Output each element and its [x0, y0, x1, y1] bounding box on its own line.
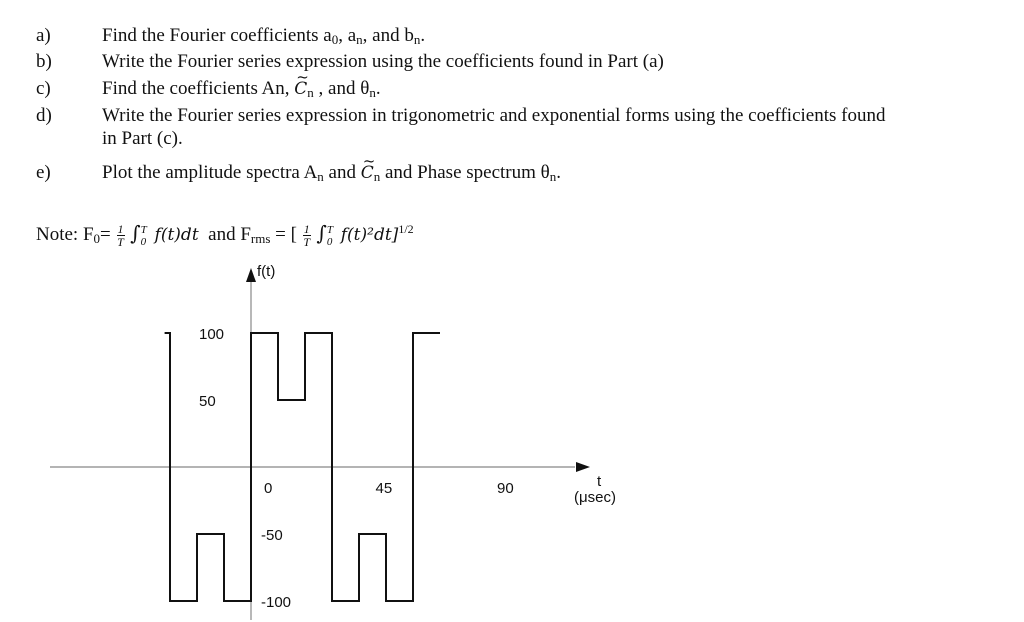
y-axis-arrow	[246, 268, 256, 282]
x-axis-arrow	[576, 462, 590, 472]
question-text: Find the coefficients An, ~ $C_n$ , and $\theta_n$.	[102, 77, 1016, 101]
x-axis-label: t	[597, 473, 602, 490]
question-text: Write the Fourier series expression using the coefficients found in Part (a)	[102, 51, 664, 72]
note-formula: Note: $F_0=$ $\frac{1}{T}$ ∫ T 0 f(t)dt and $F_{rms}$ = [ $\frac{1}{T}$ ∫ T 0 f(t)²dt]$^{1/2}$	[36, 221, 414, 250]
y-tick-label: 50	[199, 393, 216, 410]
x-tick-label: 0	[264, 480, 273, 497]
y-tick-label: -50	[261, 527, 283, 544]
x-axis-unit: (μsec)	[574, 489, 616, 506]
question-text: Write the Fourier series expression in trigonometric and exponential forms using the coefficients found in Part (c).	[102, 105, 886, 149]
fraction: $\frac{1}{T}$	[303, 222, 311, 250]
question-label: a)	[36, 25, 51, 46]
question-label: e)	[36, 162, 51, 183]
y-tick-label: -100	[261, 594, 292, 611]
y-tick-label: 100	[199, 326, 225, 343]
x-tick-label: 90	[497, 480, 514, 497]
fraction: $\frac{1}{T}$	[117, 222, 124, 250]
question-label: c)	[36, 78, 51, 99]
question-label: b)	[36, 51, 52, 72]
question-label: d)	[36, 105, 52, 126]
x-tick-label: 45	[375, 480, 393, 497]
question-text: Plot the amplitude spectra $A_n$ and ~ $C_n$ and Phase spectrum $\theta_n$.	[102, 161, 1016, 185]
y-axis-label: f(t)	[257, 263, 276, 280]
question-text: Find the Fourier coefficients $a_0$, $a_n$, and $b_n$.	[102, 25, 426, 47]
